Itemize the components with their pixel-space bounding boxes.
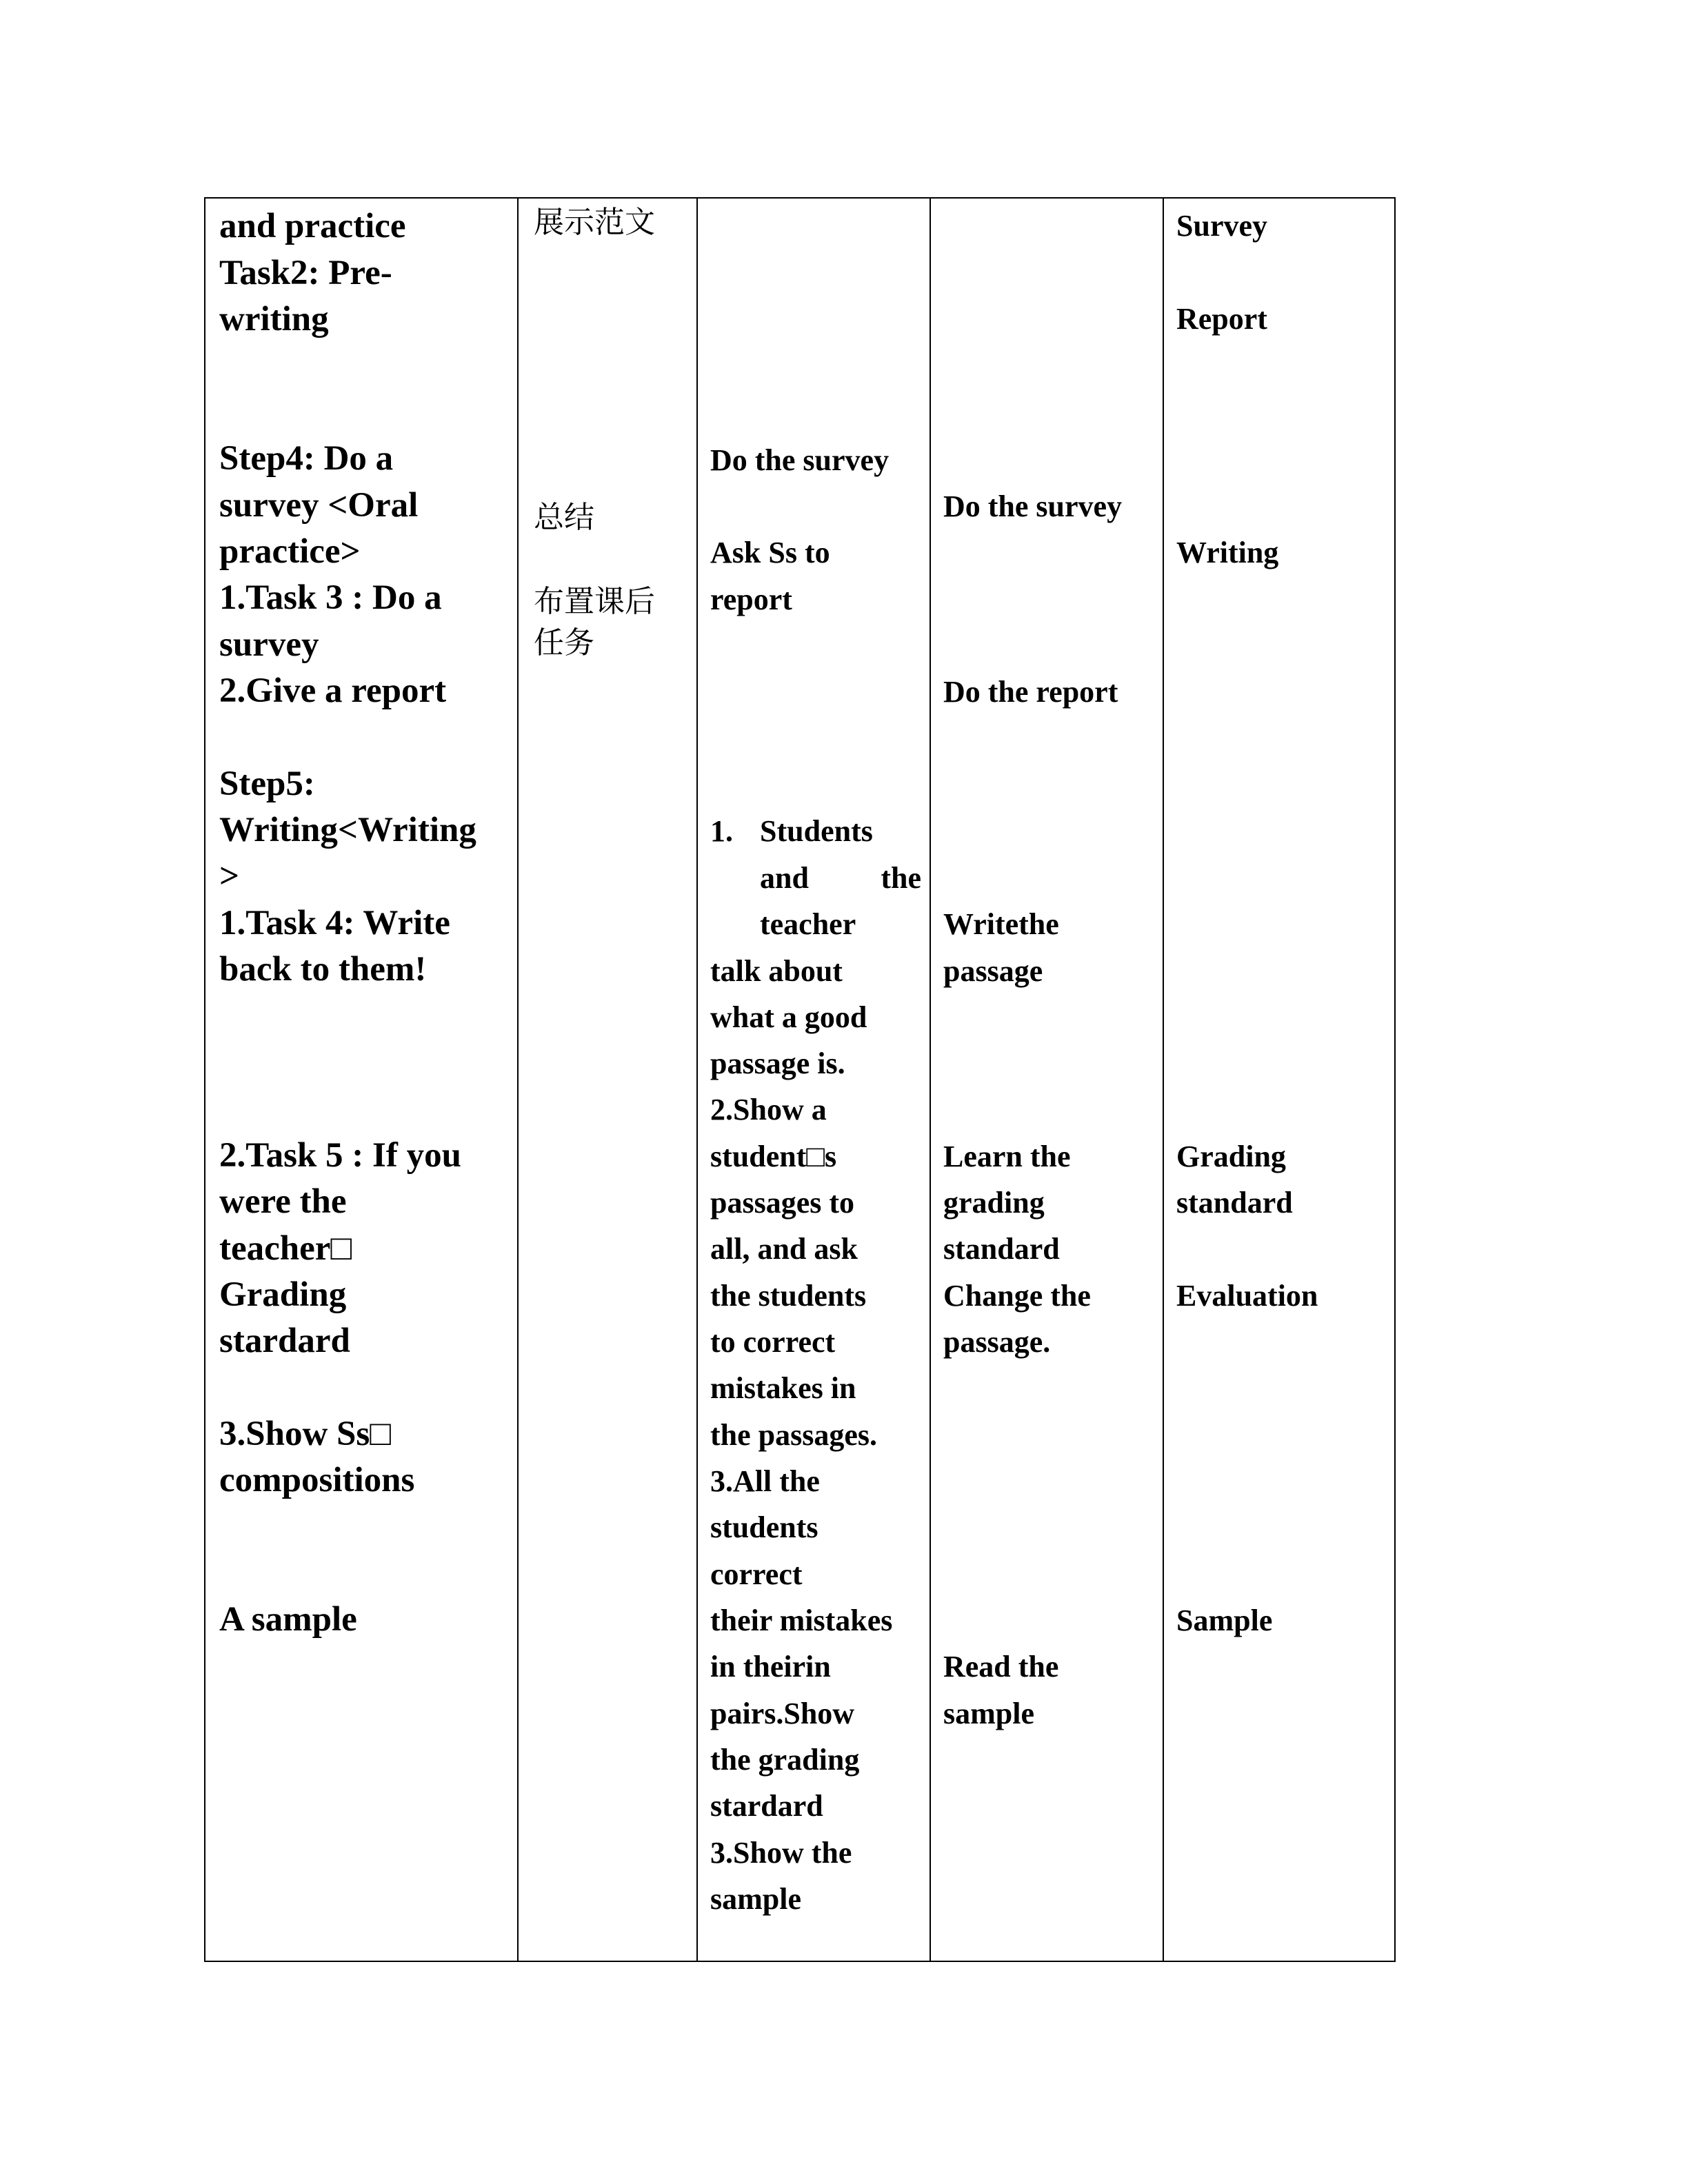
activity-text: correct [710,1557,803,1591]
student-text: Do the survey [943,489,1123,523]
step-text: back to them! [219,950,427,989]
student-text: Change the [943,1279,1091,1313]
step-text: Step5: [219,765,315,803]
activity-text: 2.Show a [710,1093,827,1126]
activity-text: Do the survey [710,443,890,477]
purpose-text: Sample [1176,1604,1273,1637]
activity-text: report [710,583,792,616]
step-text: 2.Give a report [219,671,447,710]
step-text: writing [219,300,329,338]
step-text: Writing<Writing [219,811,476,849]
activity-text: the grading [710,1743,860,1777]
step-text: survey [219,625,319,664]
activity-text: student□s [710,1140,837,1173]
student-text: Do the report [943,675,1118,709]
activity-text: talk about [710,954,843,988]
step-text: 3.Show Ss□ [219,1415,392,1453]
purpose-text: standard [1176,1186,1293,1220]
activity-text: teacher [760,907,856,941]
step-text: stardard [219,1322,350,1360]
activity-text: mistakes in [710,1371,856,1405]
step-text: and practice [219,207,406,245]
activity-text: Ask Ss to [710,536,830,569]
activity-text: passage is. [710,1046,845,1080]
purpose-column [1163,199,1396,1961]
activity-text: passages to [710,1186,855,1220]
activity-text: all, and ask [710,1232,858,1266]
note-text: 总结 [534,500,594,535]
purpose-text: Evaluation [1176,1279,1318,1313]
purpose-text: Report [1176,302,1267,336]
note-text: 任务 [534,625,594,660]
activity-text: 3.All the [710,1464,820,1498]
step-text: Grading [219,1275,347,1314]
activity-text: pairs.Show [710,1697,855,1730]
student-text: passage [943,954,1043,988]
activity-text: the students [710,1279,867,1313]
steps-column [205,199,517,1961]
activity-text: sample [710,1882,801,1916]
justified-line [760,855,921,902]
teacher-activity-column [696,199,930,1961]
step-text: > [219,857,240,896]
activity-text: their mistakes [710,1604,893,1637]
step-text: 1.Task 4: Write [219,904,450,942]
step-text: survey <Oral [219,486,419,525]
student-text: Learn the [943,1140,1071,1173]
purpose-text: Grading [1176,1140,1286,1173]
student-text: grading [943,1186,1045,1220]
student-text: Read the [943,1650,1059,1684]
step-text: compositions [219,1461,415,1499]
list-number: 1. [710,814,733,848]
activity-text: Students [760,814,873,848]
student-activity-column [930,199,1163,1961]
activity-text: in theirin [710,1650,831,1684]
student-text: passage. [943,1325,1051,1359]
activity-text: students [710,1510,818,1544]
step-text: 1.Task 3 : Do a [219,578,442,617]
note-text: 展示范文 [534,205,655,240]
notes-column [517,199,696,1961]
activity-text: to correct [710,1325,836,1359]
activity-text: the [881,861,921,895]
step-text: Task2: Pre- [219,254,392,292]
note-text: 布置课后 [534,584,655,619]
step-text: A sample [219,1600,357,1639]
lesson-plan-table [204,197,1396,1962]
step-text: practice> [219,532,361,571]
activity-text: what a good [710,1000,867,1034]
activity-text: stardard [710,1789,823,1823]
activity-text: the passages. [710,1418,878,1452]
activity-text: 3.Show the [710,1836,852,1870]
student-text: standard [943,1232,1060,1266]
purpose-text: Survey [1176,209,1267,243]
step-text: Step4: Do a [219,439,394,478]
step-text: teacher□ [219,1229,352,1268]
step-text: 2.Task 5 : If you [219,1136,461,1175]
student-text: sample [943,1697,1034,1730]
student-text: Writethe [943,907,1059,941]
purpose-text: Writing [1176,536,1279,569]
step-text: were the [219,1182,347,1221]
activity-text: and [760,861,809,895]
